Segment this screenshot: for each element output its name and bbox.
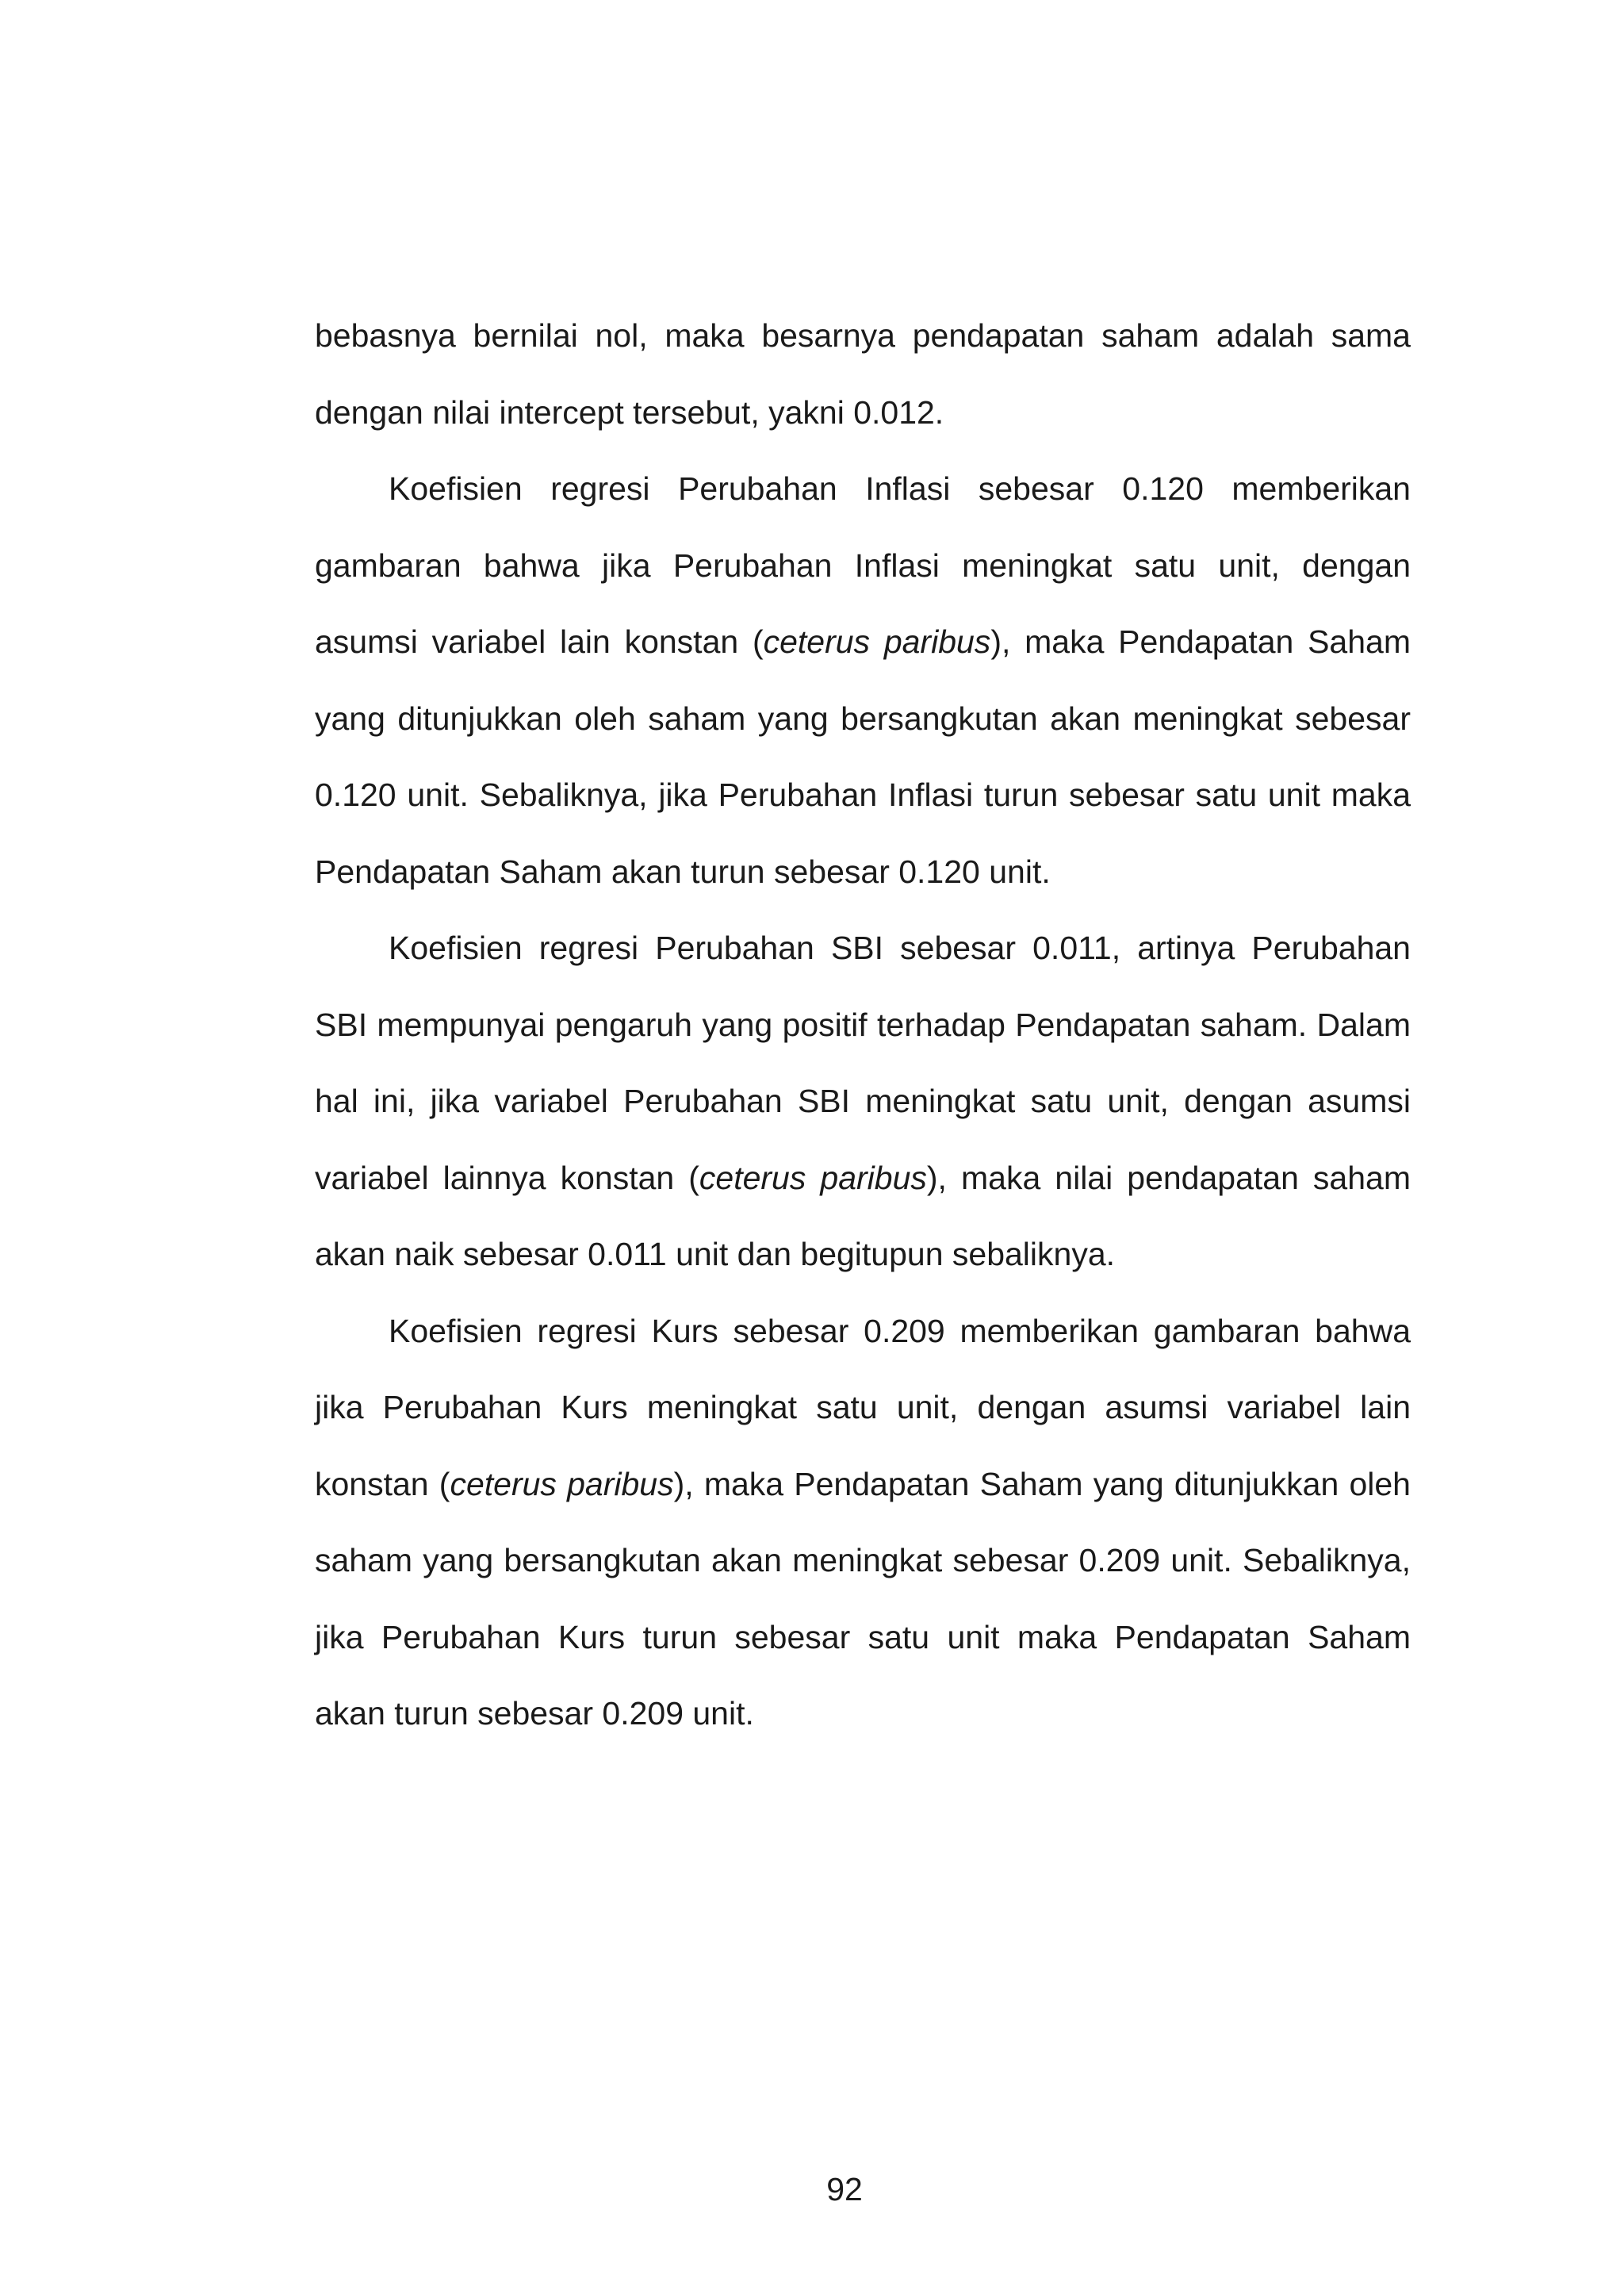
paragraph-sbi xyxy=(315,910,1411,1293)
paragraph-kurs-text-before: Koefisien regresi Kurs sebesar 0.209 memberikan gambaran bahwa jika Perubahan Kurs meningkat satu unit, dengan asumsi variabel lain konstan ( xyxy=(315,1312,1411,1502)
paragraph-kurs-italic-term: ceterus paribus xyxy=(450,1465,674,1502)
paragraph-sbi-text-after: ), maka nilai pendapatan saham akan naik sebesar 0.011 unit dan begitupun sebaliknya. xyxy=(315,1159,1411,1272)
paragraph-inflasi xyxy=(315,451,1411,910)
paragraph-inflasi-text-after: ), maka Pendapatan Saham yang ditunjukkan oleh saham yang bersangkutan akan meningkat sebesar 0.120 unit. Sebaliknya, jika Perubahan Inflasi turun sebesar satu unit maka Pendapatan Saham akan turun sebesar 0.120 unit. xyxy=(315,623,1411,890)
paragraph-sbi-italic-term: ceterus paribus xyxy=(699,1159,927,1196)
paragraph-kurs-text-after: ), maka Pendapatan Saham yang ditunjukkan oleh saham yang bersangkutan akan meningkat sebesar 0.209 unit. Sebaliknya, jika Perubahan Kurs turun sebesar satu unit maka Pendapatan Saham akan turun sebesar 0.209 unit. xyxy=(315,1465,1411,1732)
body-text xyxy=(315,297,1411,1752)
paragraph-kurs xyxy=(315,1293,1411,1752)
paragraph-inflasi-text-before: Koefisien regresi Perubahan Inflasi sebesar 0.120 memberikan gambaran bahwa jika Perubahan Inflasi meningkat satu unit, dengan asumsi variabel lain konstan ( xyxy=(315,470,1411,660)
paragraph-intercept: bebasnya bernilai nol, maka besarnya pendapatan saham adalah sama dengan nilai intercept tersebut, yakni 0.012. xyxy=(315,317,1411,431)
page-number: 92 xyxy=(826,2171,863,2207)
paragraph-inflasi-italic-term: ceterus paribus xyxy=(763,623,991,660)
paragraph-sbi-text-before: Koefisien regresi Perubahan SBI sebesar 0.011, artinya Perubahan SBI mempunyai pengaruh yang positif terhadap Pendapatan saham. Dalam hal ini, jika variabel Perubahan SBI meningkat satu unit, dengan asumsi variabel lainnya konstan ( xyxy=(315,930,1411,1196)
